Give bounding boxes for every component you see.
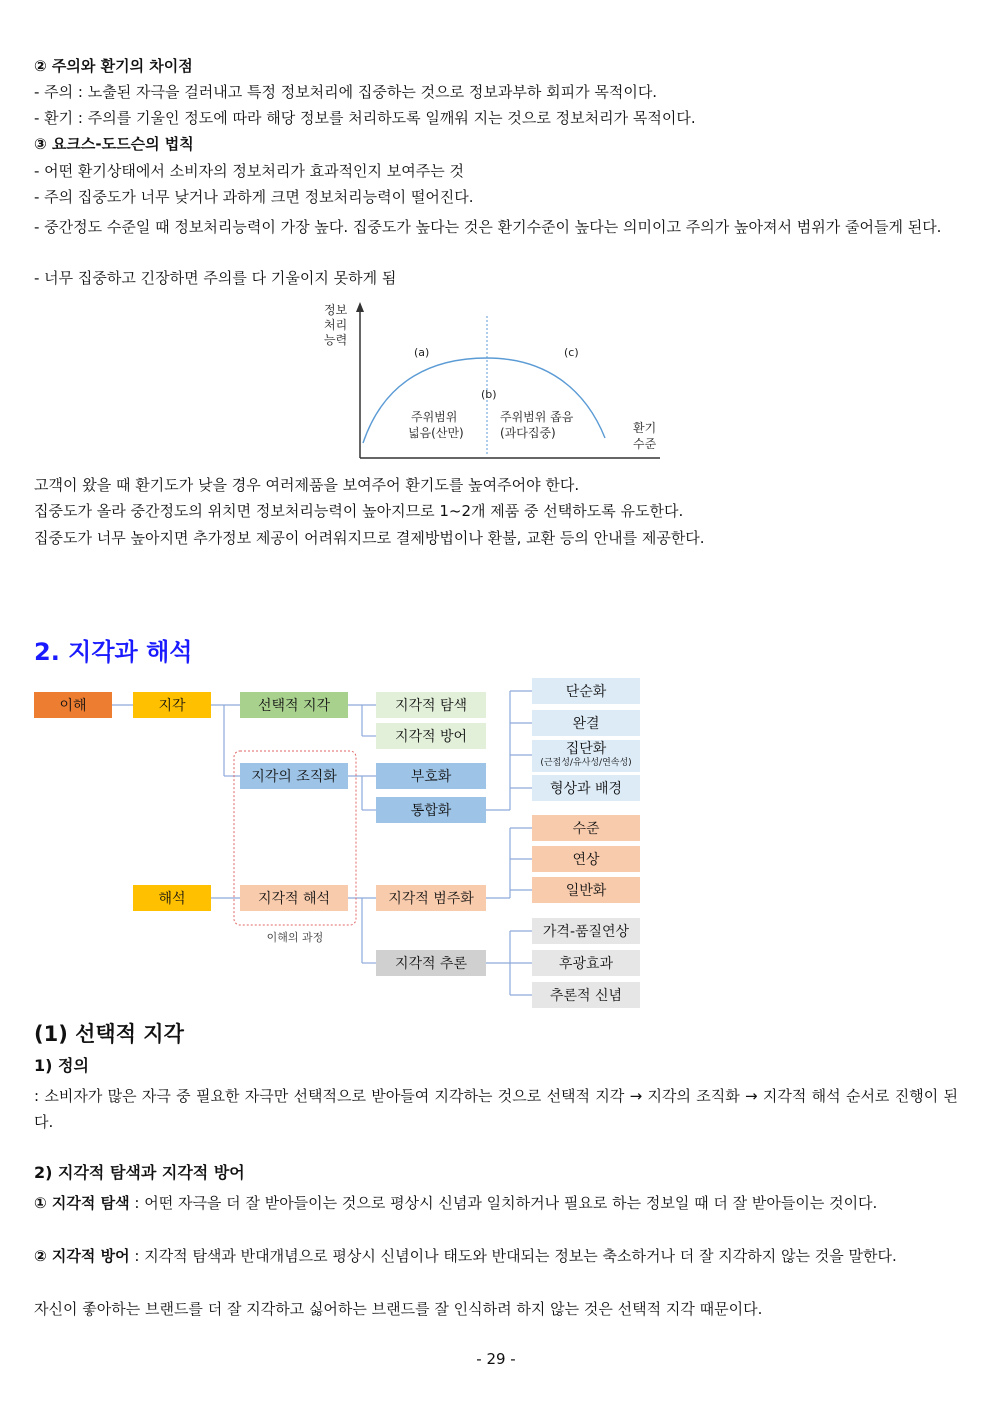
yerkes-dodson-graph <box>315 298 675 468</box>
grouping-label: 집단화 <box>565 741 607 757</box>
heading-definition: 1) 정의 <box>34 1056 89 1075</box>
guidance-high-arousal: 집중도가 너무 높아지면 추가정보 제공이 어려워지므로 결제방법이나 환불, 교환 등의 안내를 제공한다. <box>34 529 705 547</box>
box-simplification: 단순화 <box>532 678 640 704</box>
box-encoding: 부호화 <box>376 763 486 789</box>
guidance-mid-arousal: 집중도가 올라 중간정도의 위치면 정보처리능력이 높아지므로 1~2개 제품 중 선택하도록 유도한다. <box>34 502 684 520</box>
box-interpretation: 해석 <box>133 885 211 911</box>
defense-term: ② 지각적 방어 <box>34 1247 130 1265</box>
box-perceptual-categorization: 지각적 범주화 <box>376 885 486 911</box>
box-inferential-belief: 추론적 신념 <box>532 982 640 1008</box>
box-price-quality: 가격-품질연상 <box>532 918 640 944</box>
understanding-process-label: 이해의 과정 <box>266 931 324 944</box>
y-label-2: 처리 <box>324 318 348 332</box>
box-closure: 완결 <box>532 710 640 736</box>
box-association: 연상 <box>532 846 640 872</box>
heading-attention-arousal-diff: ② 주의와 환기의 차이점 <box>34 57 193 75</box>
subsection-title-selective-perception: (1) 선택적 지각 <box>34 1022 184 1046</box>
box-selective-perception: 선택적 지각 <box>240 692 348 718</box>
law-point-1: - 어떤 환기상태에서 소비자의 정보처리가 효과적인지 보여주는 것 <box>34 162 465 180</box>
definition-text: : 소비자가 많은 자극 중 필요한 자극만 선택적으로 받아들여 지각하는 것으로 선택적 지각 → 지각의 조직화 → 지각적 해석 순서로 진행이 된다. <box>34 1087 958 1131</box>
section-title-perception: 2. 지각과 해석 <box>34 638 193 666</box>
grouping-sub-label: (근접성/유사성/연속성) <box>540 758 632 768</box>
y-label-3: 능력 <box>324 333 348 347</box>
defense-description: : 지각적 탐색과 반대개념으로 평상시 신념이나 태도와 반대되는 정보는 축소하거나 더 잘 지각하지 않는 것을 말한다. <box>129 1247 897 1265</box>
box-perceptual-interpretation: 지각적 해석 <box>240 885 348 911</box>
page-number: - 29 - <box>476 1350 516 1368</box>
box-perceptual-vigilance: 지각적 탐색 <box>376 692 486 718</box>
box-level: 수준 <box>532 815 640 841</box>
perception-diagram-connectors <box>0 670 992 1015</box>
guidance-low-arousal: 고객이 왔을 때 환기도가 낮을 경우 여러제품을 보여주어 환기도를 높여주어야 한다. <box>34 476 580 494</box>
x-label-1: 환기 <box>633 421 657 435</box>
box-perceptual-inference: 지각적 추론 <box>376 950 486 976</box>
box-perceptual-defense: 지각적 방어 <box>376 723 486 749</box>
heading-vigilance-defense: 2) 지각적 탐색과 지각적 방어 <box>34 1163 245 1182</box>
law-point-2: - 주의 집중도가 너무 낮거나 과하게 크면 정보처리능력이 떨어진다. <box>34 188 474 206</box>
x-label-2: 수준 <box>633 437 657 451</box>
left-note-1: 주위범위 <box>411 410 458 424</box>
box-halo-effect: 후광효과 <box>532 950 640 976</box>
arousal-definition: - 환기 : 주의를 기울인 정도에 따라 해당 정보를 처리하도록 일깨워 지는 것으로 정보처리가 목적이다. <box>34 109 696 127</box>
vigilance-paragraph <box>34 1190 958 1216</box>
box-perception: 지각 <box>133 692 211 718</box>
attention-definition: - 주의 : 노출된 자극을 걸러내고 특정 정보처리에 집중하는 것으로 정보과부하 회피가 목적이다. <box>34 83 658 101</box>
box-figure-ground: 형상과 배경 <box>532 775 640 801</box>
label-a: (a) <box>414 346 430 359</box>
box-grouping <box>532 740 640 772</box>
right-note-2: (과다집중) <box>500 426 556 440</box>
box-integration: 통합화 <box>376 797 486 823</box>
y-axis-arrow-icon <box>356 302 364 312</box>
right-note-1: 주위범위 좁음 <box>500 410 574 424</box>
box-perceptual-organization: 지각의 조직화 <box>240 763 348 789</box>
left-note-2: 넓음(산만) <box>408 426 464 440</box>
label-b: (b) <box>481 388 497 401</box>
law-point-4: - 너무 집중하고 긴장하면 주의를 다 기울이지 못하게 됨 <box>34 269 397 287</box>
defense-paragraph <box>34 1243 958 1269</box>
closing-sentence: 자신이 좋아하는 브랜드를 더 잘 지각하고 싫어하는 브랜드를 잘 인식하려 하지 않는 것은 선택적 지각 때문이다. <box>34 1300 763 1318</box>
vigilance-description: : 어떤 자극을 더 잘 받아들이는 것으로 평상시 신념과 일치하거나 필요로 하는 정보일 때 더 잘 받아들이는 것이다. <box>129 1194 878 1212</box>
y-label-1: 정보 <box>324 303 348 317</box>
law-point-3: - 중간정도 수준일 때 정보처리능력이 가장 높다. 집중도가 높다는 것은 환기수준이 높다는 의미이고 주의가 높아져서 범위가 줄어들게 된다. <box>34 218 942 236</box>
box-understanding: 이해 <box>34 692 112 718</box>
vigilance-term: ① 지각적 탐색 <box>34 1194 130 1212</box>
heading-yerkes-dodson: ③ 요크스-도드슨의 법칙 <box>34 135 194 153</box>
label-c: (c) <box>564 346 579 359</box>
box-generalization: 일반화 <box>532 877 640 903</box>
